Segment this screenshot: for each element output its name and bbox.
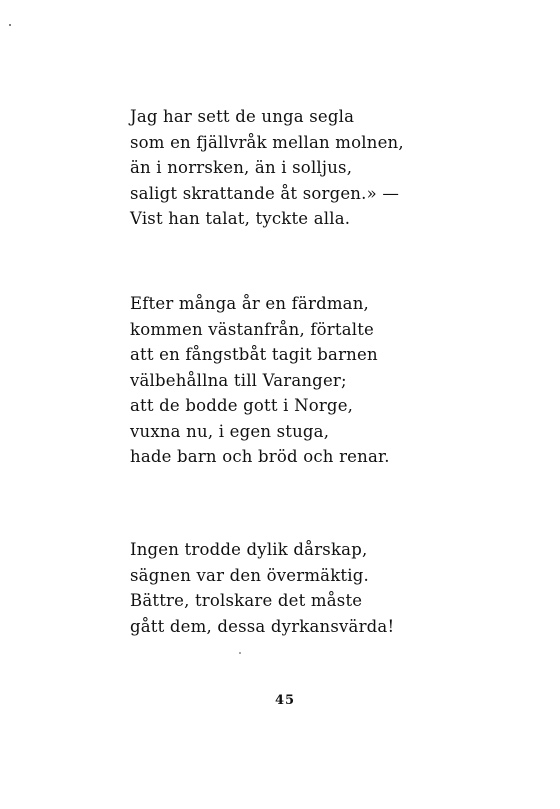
verse-line: gått dem, dessa dyrkansvärda! [130,616,395,636]
verse-line: kommen västanfrån, förtalte [130,319,374,339]
verse-line: som en fjällvråk mellan molnen, [130,132,404,152]
verse-line: vuxna nu, i egen stuga, [130,421,330,441]
stanza-3 [130,537,394,639]
verse-line: att en fångstbåt tagit barnen [130,345,378,364]
stanza-1 [130,104,404,232]
verse-line: Efter många år en färdman, [130,294,369,313]
verse-line: att de bodde gott i Norge, [130,396,354,415]
verse-line: Ingen trodde dylik dårskap, [130,540,368,559]
verse-line: sägnen var den övermäktig. [130,565,369,585]
print-speck [9,24,11,26]
verse-line: Bättre, trolskare det måste [130,591,363,610]
print-speck [239,652,241,654]
verse-line: Vist han talat, tyckte alla. [130,209,351,228]
stanza-2 [130,291,390,470]
page-number: 45 [274,693,296,708]
verse-line: Jag har sett de unga segla [130,107,355,126]
verse-line: välbehållna till Varanger; [130,370,347,390]
verse-line: hade barn och bröd och renar. [130,447,390,466]
verse-line: än i norrsken, än i solljus, [130,158,353,177]
verse-line: saligt skrattande åt sorgen.» — [130,183,400,203]
